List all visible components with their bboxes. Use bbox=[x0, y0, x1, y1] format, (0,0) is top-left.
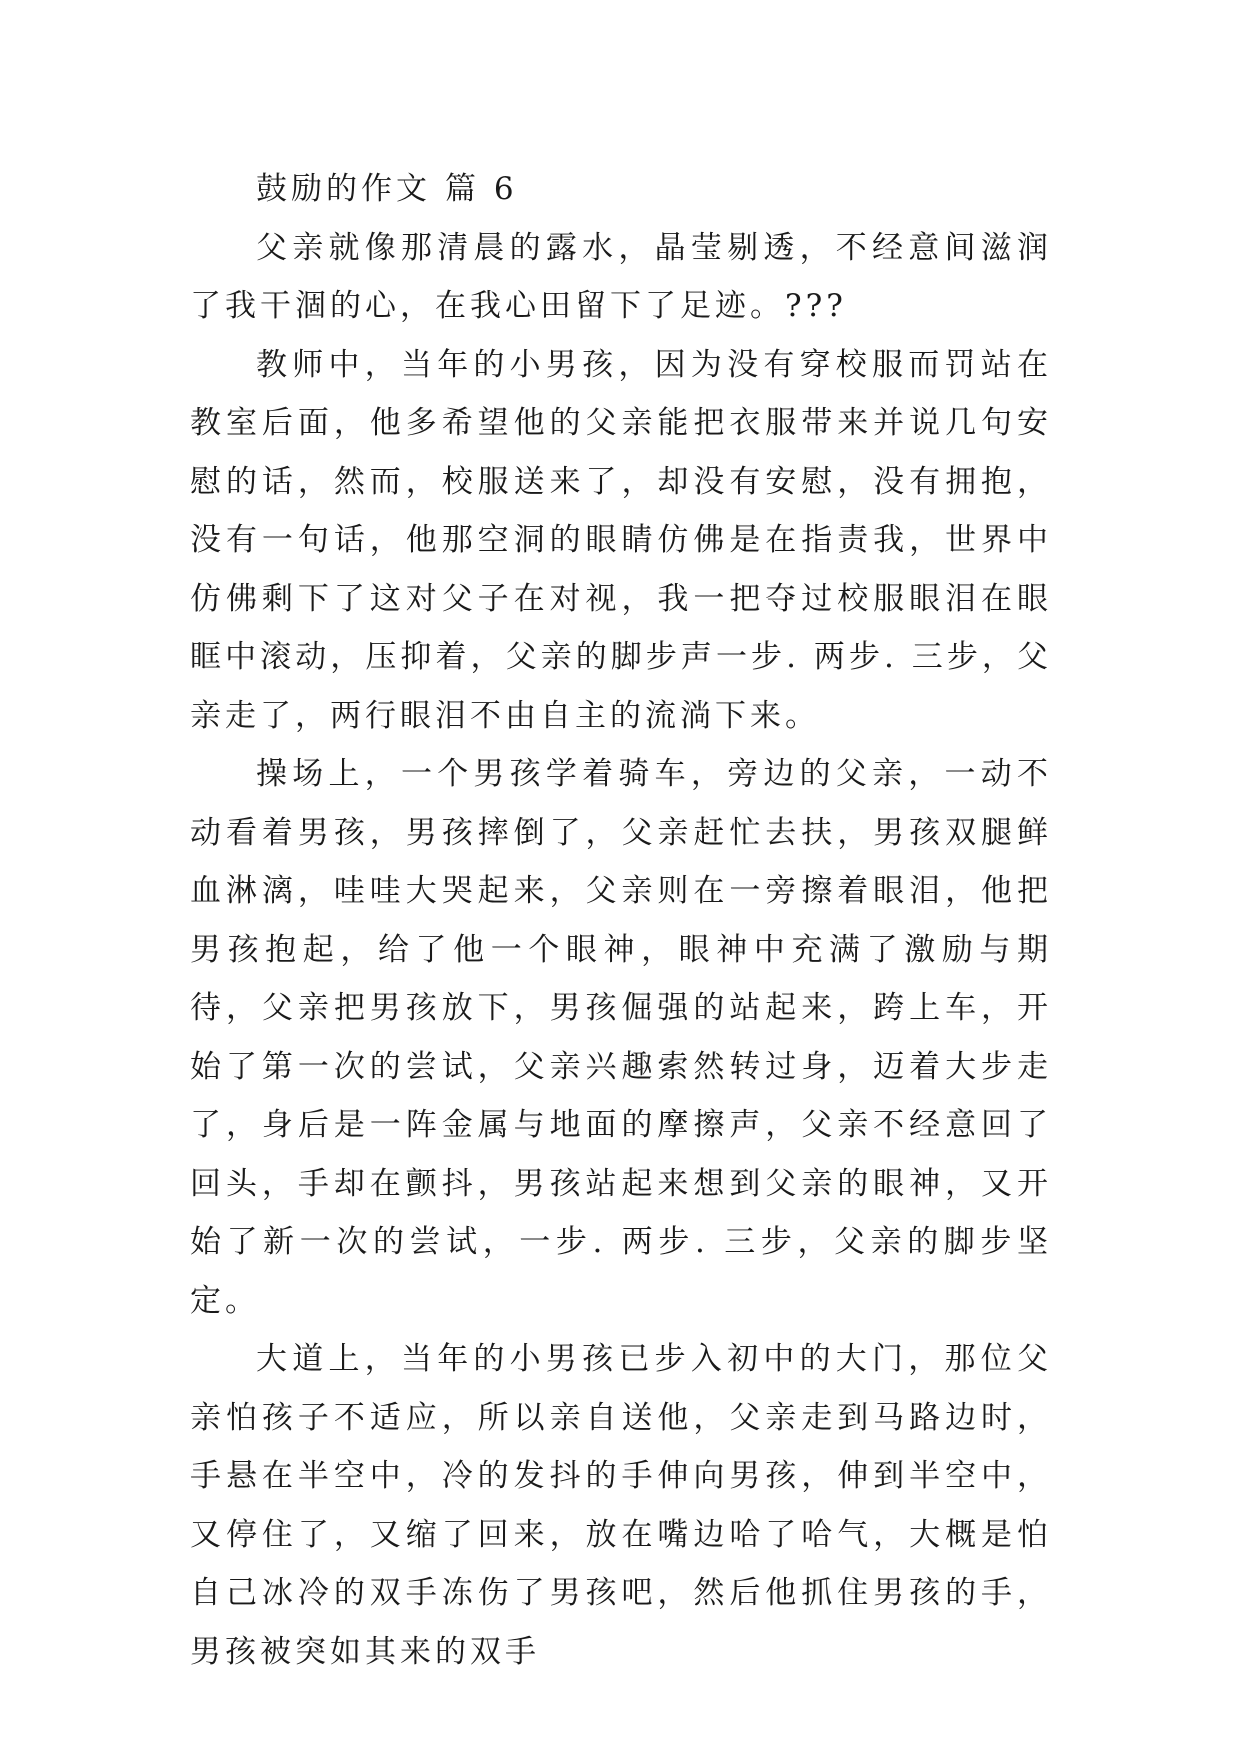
article-section-label: 篇 6 bbox=[445, 171, 518, 207]
article-heading bbox=[190, 160, 1052, 219]
paragraph-2: 教师中，当年的小男孩，因为没有穿校服而罚站在教室后面，他多希望他的父亲能把衣服带来并说几句安慰的话，然而，校服送来了，却没有安慰，没有拥抱，没有一句话，他那空洞的眼睛仿佛是在指责我，世界中仿佛剩下了这对父子在对视，我一把夺过校服眼泪在眼眶中滚动，压抑着，父亲的脚步声一步. 两步. 三步，父亲走了，两行眼泪不由自主的流淌下来。 bbox=[190, 346, 1052, 734]
paragraph-4: 大道上，当年的小男孩已步入初中的大门，那位父亲怕孩子不适应，所以亲自送他，父亲走到马路边时，手悬在半空中，冷的发抖的手伸向男孩，伸到半空中，又停住了，又缩了回来，放在嘴边哈了哈气，大概是怕自己冰冷的双手冻伤了男孩吧，然后他抓住男孩的手，男孩被突如其来的双手 bbox=[190, 1341, 1052, 1670]
article-body bbox=[190, 160, 1052, 1681]
paragraph-1: 父亲就像那清晨的露水，晶莹剔透，不经意间滋润了我干涸的心，在我心田留下了足迹。??? bbox=[190, 229, 1052, 324]
article-title: 鼓励的作文 bbox=[256, 171, 431, 207]
paragraph-3: 操场上，一个男孩学着骑车，旁边的父亲，一动不动看着男孩，男孩摔倒了，父亲赶忙去扶，男孩双腿鲜血淋漓，哇哇大哭起来，父亲则在一旁擦着眼泪，他把男孩抱起，给了他一个眼神，眼神中充满了激励与期待，父亲把男孩放下，男孩倔强的站起来，跨上车，开始了第一次的尝试，父亲兴趣索然转过身，迈着大步走了，身后是一阵金属与地面的摩擦声，父亲不经意回了回头，手却在颤抖，男孩站起来想到父亲的眼神，又开始了新一次的尝试，一步. 两步. 三步，父亲的脚步坚定。 bbox=[190, 756, 1052, 1319]
